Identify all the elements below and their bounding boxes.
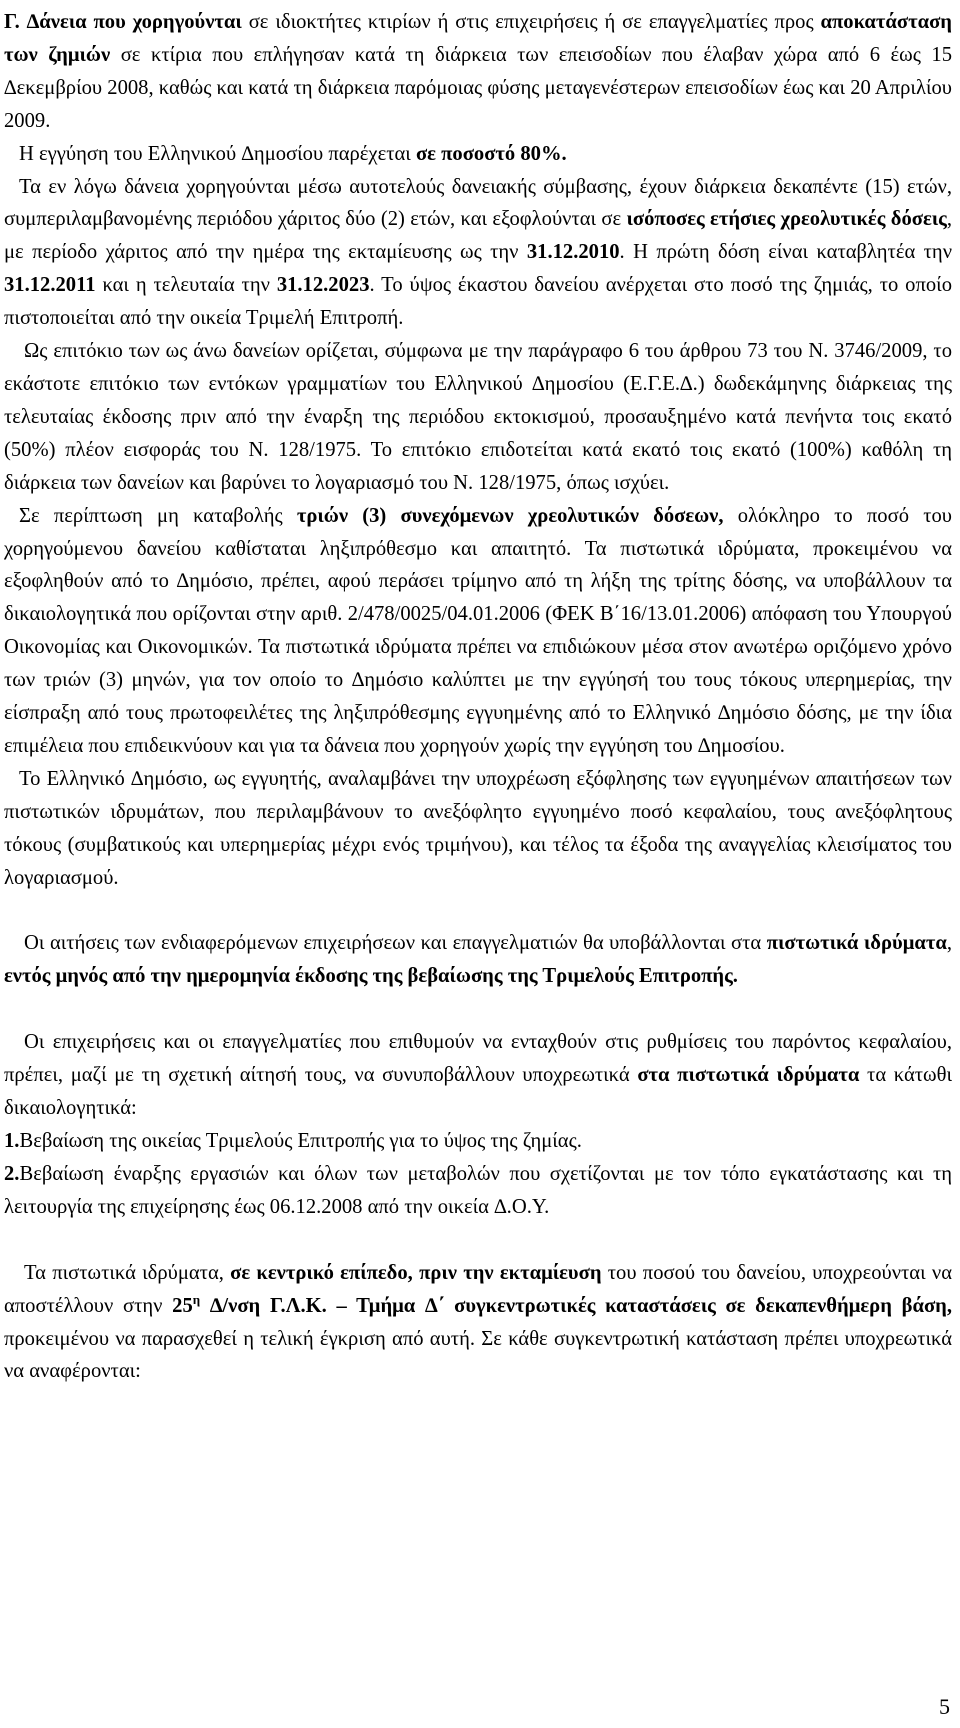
paragraph-bank-reporting: Τα πιστωτικά ιδρύματα, σε κεντρικό επίπεδο, πριν την εκταμίευση του ποσού του δανείου, υποχρεούνται να αποστέλλουν στην $25^\eta$ ∆/νση Γ.Λ.Κ. – Τμήμα ∆΄ συγκεντρωτικές καταστάσεις σε δεκαπενθήμερη βάση, προκειμένου να παρασχεθεί η τελική έγκριση από αυτή. Σε κάθε συγκεντρωτική κατάσταση πρέπει υποχρεωτικά να αναφέρονται:: [4, 1261, 952, 1383]
paragraph-loans-scope: Γ. ∆άνεια που χορηγούνται σε ιδιοκτήτες κτιρίων ή στις επιχειρήσεις ή σε επαγγελματίες προς αποκατάσταση των ζημιών σε κτίρια που επλήγησαν κατά τη διάρκεια των επεισοδίων που έλαβαν χώρα από 6 έως 15 ∆εκεμβρίου 2008, καθώς και κατά τη διάρκεια παρόμοιας φύσης μεταγενέστερων επεισοδίων έως και 20 Απριλίου 2009.: [4, 11, 952, 132]
page-number: 5: [939, 1694, 950, 1719]
paragraph-required-documents: Οι επιχειρήσεις και οι επαγγελματίες που επιθυμούν να ενταχθούν στις ρυθμίσεις του παρόντος κεφαλαίου, πρέπει, μαζί με τη σχετική αίτησή τους, να συνυποβάλλουν υποχρεωτικά στα πιστωτικά ιδρύματα τα κάτωθι δικαιολογητικά:: [4, 1031, 952, 1120]
list-number: 2.: [4, 1162, 20, 1185]
paragraph-applications: Οι αιτήσεις των ενδιαφερόμενων επιχειρήσεων και επαγγελματιών θα υποβάλλονται στα πιστωτικά ιδρύματα, εντός μηνός από την ημερομηνία έκδοσης της βεβαίωσης της Τριμελούς Επιτροπής.: [4, 932, 953, 988]
list-item: 2.Βεβαίωση έναρξης εργασιών και όλων των μεταβολών που σχετίζονται με τον τόπο εγκατάστασης και τη λειτουργία της επιχείρησης έως 06.12.2008 από την οικεία ∆.Ο.Υ.: [4, 1162, 952, 1218]
paragraph-loan-terms: Τα εν λόγω δάνεια χορηγούνται μέσω αυτοτελούς δανειακής σύμβασης, έχουν διάρκεια δεκαπέντε (15) ετών, συμπεριλαμβανομένης περιόδου χάριτος δύο (2) ετών, και εξοφλούνται σε ισόποσες ετήσιες χρεολυτικές δόσεις, με περίοδο χάριτος από την ημέρα της εκταμίευσης ως την 31.12.2010. Η πρώτη δόση είναι καταβλητέα την 31.12.2011 και η τελευταία την 31.12.2023. Το ύψος έκαστου δανείου ανέρχεται στο ποσό της ζημιάς, το οποίο πιστοποιείται από την οικεία Τριμελή Επιτροπή.: [4, 175, 953, 330]
list-number: 1.: [4, 1130, 20, 1152]
paragraph-default: Σε περίπτωση μη καταβολής τριών (3) συνεχόμενων χρεολυτικών δόσεων, ολόκληρο το ποσό του χορηγούμενου δανείου καθίσταται ληξιπρόθεσμο και απαιτητό. Τα πιστωτικά ιδρύματα, προκειμένου να εξοφληθούν από το ∆ημόσιο, πρέπει, αφού περάσει τρίμηνο από τη λήξη της τρίτης δόσης, να υποβάλλουν τα δικαιολογητικά που ορίζονται στην αριθ. 2/478/0025/04.01.2006 (ΦΕΚ Β΄16/13.01.2006) απόφαση του Υπουργού Οικονομίας και Οικονομικών. Τα πιστωτικά ιδρύματα πρέπει να επιδιώκουν μέσα στον ανωτέρω οριζόμενο χρόνο των τριών (3) μηνών, για τον οποίο το ∆ημόσιο καλύπτει με την εγγύησή του τους τόκους υπερημερίας, την είσπραξη από τους πρωτοφειλέτες της ληξιπρόθεσμης εγγυημένης από το Ελληνικό ∆ημόσιο δόσης, με την ίδια επιμέλεια που επιδεικνύουν και για τα δάνεια που χορηγούν χωρίς την εγγύηση του ∆ημοσίου.: [4, 504, 952, 757]
document-page: [4, 6, 952, 1388]
paragraph-guarantee: Η εγγύηση του Ελληνικού ∆ημοσίου παρέχεται σε ποσοστό 80%.: [19, 142, 567, 165]
list-item: 1.Βεβαίωση της οικείας Τριμελούς Επιτροπής για το ύψος της ζημίας.: [4, 1130, 582, 1152]
section-heading: ∆άνεια που χορηγούνται: [26, 11, 242, 33]
section-letter: Γ.: [4, 11, 27, 33]
paragraph-state-obligation: Το Ελληνικό ∆ημόσιο, ως εγγυητής, αναλαμβάνει την υποχρέωση εξόφλησης των εγγυημένων απαιτήσεων των πιστωτικών ιδρυμάτων, που περιλαμβάνουν το ανεξόφλητο εγγυημένο ποσό κεφαλαίου, τους ανεξόφλητους τόκους (συμβατικούς και υπερημερίας μέχρι ενός τριμήνου), και τέλος τα έξοδα της αναγγελίας κλεισίματος του λογαριασμού.: [4, 767, 952, 889]
paragraph-interest-rate: Ως επιτόκιο των ως άνω δανείων ορίζεται, σύμφωνα με την παράγραφο 6 του άρθρου 73 του Ν. 3746/2009, το εκάστοτε επιτόκιο των εντόκων γραμματίων του Ελληνικού ∆ημοσίου (Ε.Γ.Ε.∆.) δωδεκάμηνης διάρκειας της τελευταίας έκδοσης πριν από την έναρξη της περιόδου εκτοκισμού, προσαυξημένο κατά πενήντα τοις εκατό (50%) πλέον εισφοράς του Ν. 128/1975. Το επιτόκιο επιδοτείται κατά εκατό τοις εκατό (100%) καθόλη τη διάρκεια των δανείων και βαρύνει το λογαριασμό του Ν. 128/1975, όπως ισχύει.: [4, 340, 952, 494]
